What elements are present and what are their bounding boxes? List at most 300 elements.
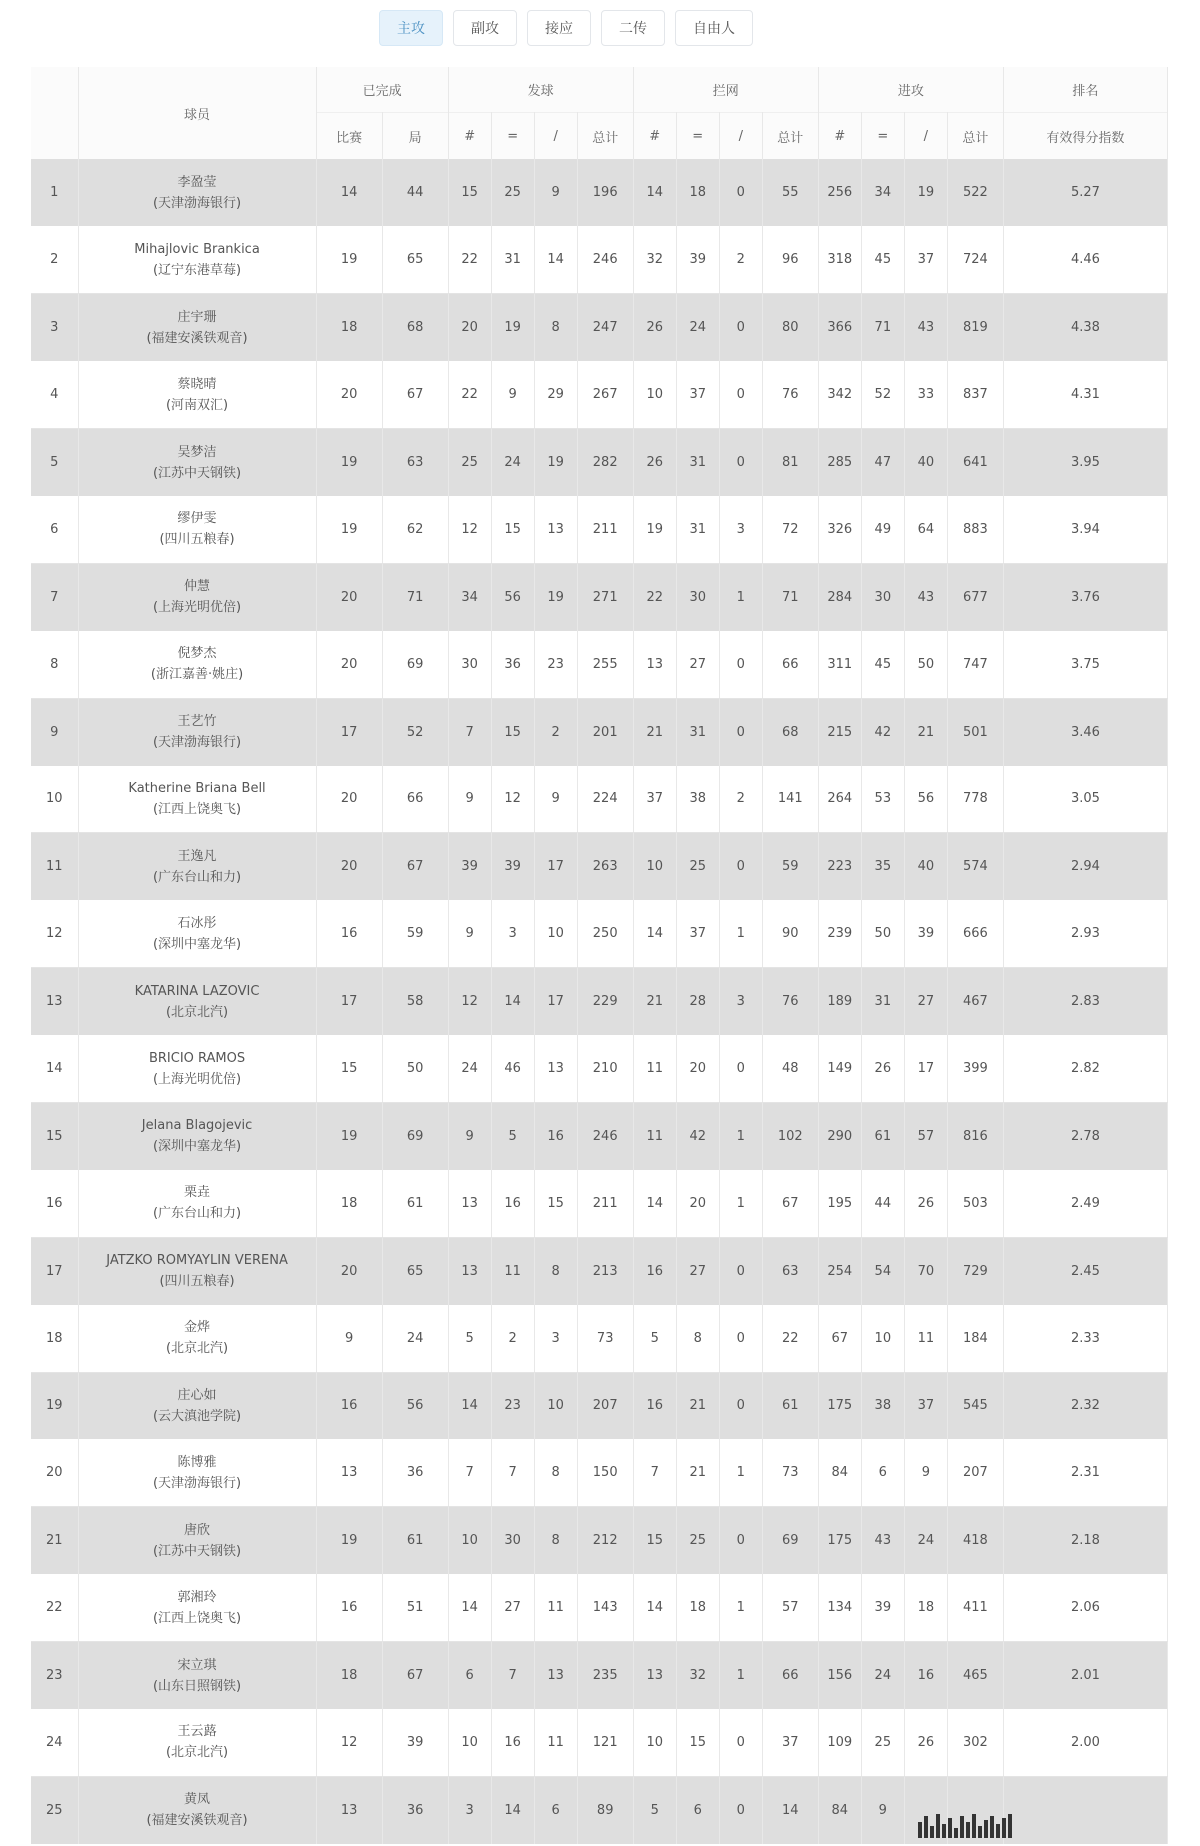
- block-eq-cell: 32: [676, 1642, 719, 1709]
- index-cell: 2.49: [1003, 1170, 1167, 1237]
- player-team: (上海光明优倍): [152, 1071, 242, 1087]
- serve-hash-cell: 13: [448, 1237, 491, 1304]
- matches-cell: 20: [316, 833, 382, 900]
- player-cell: [78, 1776, 316, 1843]
- attack-hash-cell: 84: [818, 1776, 861, 1843]
- block-hash-cell: 14: [633, 1574, 676, 1641]
- index-cell: 2.33: [1003, 1305, 1167, 1372]
- attack-slash-cell: 50: [904, 631, 947, 698]
- serve-total-cell: 201: [577, 698, 633, 765]
- attack-total-cell: 677: [947, 563, 1003, 630]
- player-team: (山东日照钢铁): [152, 1678, 242, 1694]
- player-cell: [78, 1305, 316, 1372]
- attack-total-cell: 819: [947, 294, 1003, 361]
- attack-total-header: 总计: [947, 113, 1003, 160]
- table-row: [31, 361, 1168, 428]
- matches-cell: 18: [316, 1170, 382, 1237]
- block-slash-cell: 0: [719, 631, 762, 698]
- serve-total-cell: 282: [577, 429, 633, 496]
- sets-cell: 65: [382, 1237, 448, 1304]
- block-eq-cell: 27: [676, 1237, 719, 1304]
- attack-eq-cell: 45: [861, 226, 904, 293]
- matches-cell: 16: [316, 900, 382, 967]
- player-name: Jelana Blagojevic: [141, 1118, 253, 1134]
- attack-slash-cell: 11: [904, 1305, 947, 1372]
- rank-cell: 21: [31, 1507, 78, 1574]
- block-total-cell: 55: [762, 159, 818, 226]
- index-cell: 2.82: [1003, 1035, 1167, 1102]
- player-team: (福建安溪铁观音): [146, 1813, 248, 1829]
- attack-total-cell: 522: [947, 159, 1003, 226]
- block-total-cell: 57: [762, 1574, 818, 1641]
- tab-4[interactable]: 二传: [601, 10, 665, 46]
- player-cell: [78, 294, 316, 361]
- serve-hash-cell: 12: [448, 496, 491, 563]
- matches-cell: 17: [316, 698, 382, 765]
- player-cell: [78, 496, 316, 563]
- serve-eq-header: =: [491, 113, 534, 160]
- block-slash-cell: 0: [719, 1305, 762, 1372]
- serve-hash-cell: 14: [448, 1574, 491, 1641]
- block-total-cell: 80: [762, 294, 818, 361]
- stats-table: [31, 67, 1168, 1844]
- serve-hash-cell: 3: [448, 1776, 491, 1843]
- matches-cell: 14: [316, 159, 382, 226]
- serve-total-cell: 73: [577, 1305, 633, 1372]
- block-hash-cell: 10: [633, 361, 676, 428]
- table-row: [31, 1035, 1168, 1102]
- block-eq-cell: 39: [676, 226, 719, 293]
- attack-hash-cell: 109: [818, 1709, 861, 1776]
- table-body: [31, 159, 1168, 1844]
- attack-header: 进攻: [818, 67, 1003, 113]
- sets-cell: 36: [382, 1776, 448, 1843]
- attack-slash-cell: 39: [904, 900, 947, 967]
- player-team: (深圳中塞龙华): [152, 936, 242, 952]
- serve-eq-cell: 31: [491, 226, 534, 293]
- index-cell: [1003, 1776, 1167, 1843]
- attack-hash-cell: 175: [818, 1507, 861, 1574]
- serve-total-cell: 213: [577, 1237, 633, 1304]
- serve-eq-cell: 56: [491, 563, 534, 630]
- block-total-cell: 63: [762, 1237, 818, 1304]
- serve-total-cell: 211: [577, 496, 633, 563]
- block-total-cell: 48: [762, 1035, 818, 1102]
- index-cell: 4.31: [1003, 361, 1167, 428]
- serve-total-cell: 121: [577, 1709, 633, 1776]
- block-slash-cell: 1: [719, 1170, 762, 1237]
- block-eq-cell: 6: [676, 1776, 719, 1843]
- matches-cell: 20: [316, 1237, 382, 1304]
- block-total-cell: 72: [762, 496, 818, 563]
- player-team: (天津渤海银行): [152, 195, 242, 211]
- attack-eq-cell: 45: [861, 631, 904, 698]
- block-hash-cell: 22: [633, 563, 676, 630]
- block-total-cell: 73: [762, 1439, 818, 1506]
- serve-total-cell: 271: [577, 563, 633, 630]
- player-cell: [78, 1170, 316, 1237]
- player-name: 宋立琪: [177, 1657, 217, 1673]
- serve-eq-cell: 12: [491, 766, 534, 833]
- player-name: 王艺竹: [177, 714, 217, 730]
- player-team: (江西上饶奥飞): [152, 1610, 242, 1626]
- rank-cell: 2: [31, 226, 78, 293]
- rank-cell: 6: [31, 496, 78, 563]
- player-name: 金烨: [184, 1320, 211, 1336]
- attack-hash-cell: 223: [818, 833, 861, 900]
- player-name: 仲慧: [184, 579, 211, 595]
- serve-hash-cell: 15: [448, 159, 491, 226]
- block-hash-cell: 5: [633, 1305, 676, 1372]
- serve-slash-cell: 9: [534, 766, 577, 833]
- ranking-header: 排名: [1003, 67, 1167, 113]
- index-cell: 2.94: [1003, 833, 1167, 900]
- position-tabs: [0, 10, 1166, 46]
- player-cell: [78, 1372, 316, 1439]
- block-eq-cell: 27: [676, 631, 719, 698]
- block-hash-cell: 7: [633, 1439, 676, 1506]
- serve-hash-cell: 13: [448, 1170, 491, 1237]
- attack-hash-cell: 366: [818, 294, 861, 361]
- player-cell: [78, 631, 316, 698]
- block-eq-cell: 38: [676, 766, 719, 833]
- block-hash-cell: 21: [633, 968, 676, 1035]
- matches-cell: 17: [316, 968, 382, 1035]
- block-total-cell: 102: [762, 1102, 818, 1169]
- attack-hash-cell: 149: [818, 1035, 861, 1102]
- block-total-cell: 76: [762, 968, 818, 1035]
- index-cell: 2.31: [1003, 1439, 1167, 1506]
- serve-slash-cell: 15: [534, 1170, 577, 1237]
- sets-cell: 62: [382, 496, 448, 563]
- serve-slash-cell: 13: [534, 1642, 577, 1709]
- rank-cell: 15: [31, 1102, 78, 1169]
- serve-hash-cell: 7: [448, 1439, 491, 1506]
- sets-cell: 56: [382, 1372, 448, 1439]
- block-eq-cell: 18: [676, 1574, 719, 1641]
- serve-eq-cell: 3: [491, 900, 534, 967]
- serve-slash-cell: 17: [534, 833, 577, 900]
- matches-cell: 15: [316, 1035, 382, 1102]
- block-slash-cell: 0: [719, 361, 762, 428]
- rank-cell: 11: [31, 833, 78, 900]
- serve-slash-cell: 23: [534, 631, 577, 698]
- tab-3[interactable]: 接应: [527, 10, 591, 46]
- serve-eq-cell: 2: [491, 1305, 534, 1372]
- attack-hash-cell: 311: [818, 631, 861, 698]
- serve-hash-cell: 22: [448, 361, 491, 428]
- header-group-row: [31, 67, 1168, 113]
- block-hash-cell: 13: [633, 1642, 676, 1709]
- serve-total-header: 总计: [577, 113, 633, 160]
- block-hash-cell: 15: [633, 1507, 676, 1574]
- rank-cell: 22: [31, 1574, 78, 1641]
- player-name: 吴梦洁: [177, 444, 217, 460]
- player-team: (天津渤海银行): [152, 735, 242, 751]
- block-slash-cell: 0: [719, 429, 762, 496]
- attack-slash-cell: 16: [904, 1642, 947, 1709]
- attack-total-cell: 816: [947, 1102, 1003, 1169]
- serve-eq-cell: 9: [491, 361, 534, 428]
- player-team: (河南双汇): [165, 397, 229, 413]
- attack-hash-cell: 342: [818, 361, 861, 428]
- serve-eq-cell: 16: [491, 1709, 534, 1776]
- table-row: [31, 968, 1168, 1035]
- block-total-cell: 68: [762, 698, 818, 765]
- attack-eq-cell: 42: [861, 698, 904, 765]
- serve-slash-cell: 14: [534, 226, 577, 293]
- attack-total-cell: 729: [947, 1237, 1003, 1304]
- matches-cell: 20: [316, 766, 382, 833]
- attack-hash-cell: 239: [818, 900, 861, 967]
- attack-total-cell: 666: [947, 900, 1003, 967]
- player-cell: [78, 698, 316, 765]
- serve-hash-cell: 12: [448, 968, 491, 1035]
- block-eq-cell: 28: [676, 968, 719, 1035]
- table-row: [31, 1305, 1168, 1372]
- block-slash-cell: 0: [719, 159, 762, 226]
- index-cell: 2.06: [1003, 1574, 1167, 1641]
- block-eq-cell: 42: [676, 1102, 719, 1169]
- serve-total-cell: 250: [577, 900, 633, 967]
- serve-total-cell: 224: [577, 766, 633, 833]
- serve-hash-cell: 9: [448, 1102, 491, 1169]
- serve-total-cell: 211: [577, 1170, 633, 1237]
- attack-eq-cell: 71: [861, 294, 904, 361]
- block-hash-cell: 26: [633, 429, 676, 496]
- attack-hash-cell: 318: [818, 226, 861, 293]
- block-eq-cell: 20: [676, 1170, 719, 1237]
- serve-total-cell: 267: [577, 361, 633, 428]
- serve-slash-cell: 29: [534, 361, 577, 428]
- block-total-header: 总计: [762, 113, 818, 160]
- index-cell: 3.46: [1003, 698, 1167, 765]
- rank-cell: 5: [31, 429, 78, 496]
- serve-total-cell: 246: [577, 226, 633, 293]
- attack-total-cell: 184: [947, 1305, 1003, 1372]
- serve-hash-cell: 9: [448, 900, 491, 967]
- table-row: [31, 833, 1168, 900]
- index-cell: 2.45: [1003, 1237, 1167, 1304]
- tab-5[interactable]: 自由人: [675, 10, 753, 46]
- block-hash-cell: 10: [633, 1709, 676, 1776]
- block-eq-cell: 8: [676, 1305, 719, 1372]
- attack-eq-cell: 38: [861, 1372, 904, 1439]
- player-team: (江苏中天钢铁): [152, 1543, 242, 1559]
- attack-total-cell: 545: [947, 1372, 1003, 1439]
- serve-hash-cell: 20: [448, 294, 491, 361]
- rank-cell: 25: [31, 1776, 78, 1843]
- sets-cell: 36: [382, 1439, 448, 1506]
- block-slash-cell: 3: [719, 496, 762, 563]
- sets-cell: 69: [382, 631, 448, 698]
- player-cell: [78, 900, 316, 967]
- attack-hash-cell: 285: [818, 429, 861, 496]
- player-team: (北京北汽): [165, 1341, 229, 1357]
- block-total-cell: 67: [762, 1170, 818, 1237]
- player-cell: [78, 226, 316, 293]
- player-cell: [78, 833, 316, 900]
- watermark-logo: [918, 1814, 1012, 1838]
- serve-hash-cell: 34: [448, 563, 491, 630]
- table-row: [31, 1642, 1168, 1709]
- block-total-cell: 76: [762, 361, 818, 428]
- sets-cell: 39: [382, 1709, 448, 1776]
- block-total-cell: 71: [762, 563, 818, 630]
- index-cell: 2.83: [1003, 968, 1167, 1035]
- index-cell: 2.93: [1003, 900, 1167, 967]
- player-team: (广东台山和力): [152, 869, 242, 885]
- matches-cell: 16: [316, 1574, 382, 1641]
- table-row: [31, 698, 1168, 765]
- block-hash-cell: 14: [633, 900, 676, 967]
- attack-slash-cell: 24: [904, 1507, 947, 1574]
- block-slash-cell: 1: [719, 1574, 762, 1641]
- attack-eq-cell: 34: [861, 159, 904, 226]
- rank-cell: 13: [31, 968, 78, 1035]
- attack-eq-cell: 30: [861, 563, 904, 630]
- block-slash-cell: 1: [719, 900, 762, 967]
- matches-cell: 20: [316, 631, 382, 698]
- player-cell: [78, 1237, 316, 1304]
- block-hash-cell: 37: [633, 766, 676, 833]
- rank-cell: 8: [31, 631, 78, 698]
- serve-hash-cell: 7: [448, 698, 491, 765]
- player-name: 郭湘玲: [177, 1589, 217, 1605]
- attack-total-cell: 207: [947, 1439, 1003, 1506]
- tab-2[interactable]: 副攻: [453, 10, 517, 46]
- serve-slash-header: /: [534, 113, 577, 160]
- completed-header: 已完成: [316, 67, 448, 113]
- matches-header: 比赛: [316, 113, 382, 160]
- block-eq-cell: 20: [676, 1035, 719, 1102]
- serve-slash-cell: 8: [534, 1507, 577, 1574]
- sets-cell: 63: [382, 429, 448, 496]
- block-eq-cell: 31: [676, 698, 719, 765]
- player-name: Katherine Briana Bell: [128, 780, 266, 796]
- sets-cell: 67: [382, 1642, 448, 1709]
- serve-slash-cell: 9: [534, 159, 577, 226]
- sets-cell: 24: [382, 1305, 448, 1372]
- attack-total-cell: 724: [947, 226, 1003, 293]
- serve-eq-cell: 14: [491, 1776, 534, 1843]
- attack-slash-cell: 26: [904, 1170, 947, 1237]
- index-cell: 4.46: [1003, 226, 1167, 293]
- serve-slash-cell: 13: [534, 496, 577, 563]
- serve-total-cell: 247: [577, 294, 633, 361]
- sets-cell: 61: [382, 1170, 448, 1237]
- block-slash-cell: 0: [719, 1237, 762, 1304]
- serve-slash-cell: 3: [534, 1305, 577, 1372]
- block-eq-header: =: [676, 113, 719, 160]
- attack-slash-cell: 21: [904, 698, 947, 765]
- sets-cell: 51: [382, 1574, 448, 1641]
- block-hash-cell: 11: [633, 1035, 676, 1102]
- serve-hash-cell: 22: [448, 226, 491, 293]
- block-total-cell: 81: [762, 429, 818, 496]
- index-cell: 2.78: [1003, 1102, 1167, 1169]
- block-hash-cell: 11: [633, 1102, 676, 1169]
- block-hash-cell: 16: [633, 1237, 676, 1304]
- sets-cell: 61: [382, 1507, 448, 1574]
- player-team: (天津渤海银行): [152, 1475, 242, 1491]
- block-total-cell: 22: [762, 1305, 818, 1372]
- index-cell: 2.00: [1003, 1709, 1167, 1776]
- matches-cell: 19: [316, 429, 382, 496]
- serve-slash-cell: 11: [534, 1574, 577, 1641]
- attack-slash-cell: 40: [904, 429, 947, 496]
- attack-hash-cell: 215: [818, 698, 861, 765]
- table-row: [31, 766, 1168, 833]
- attack-eq-cell: 26: [861, 1035, 904, 1102]
- serve-eq-cell: 46: [491, 1035, 534, 1102]
- attack-slash-cell: 43: [904, 294, 947, 361]
- player-team: (江西上饶奥飞): [152, 801, 242, 817]
- block-total-cell: 61: [762, 1372, 818, 1439]
- tab-1[interactable]: 主攻: [379, 10, 443, 46]
- block-slash-cell: 1: [719, 1642, 762, 1709]
- block-total-cell: 66: [762, 1642, 818, 1709]
- attack-hash-cell: 254: [818, 1237, 861, 1304]
- serve-total-cell: 263: [577, 833, 633, 900]
- rank-cell: 20: [31, 1439, 78, 1506]
- block-eq-cell: 15: [676, 1709, 719, 1776]
- serve-total-cell: 207: [577, 1372, 633, 1439]
- attack-hash-cell: 326: [818, 496, 861, 563]
- attack-eq-cell: 53: [861, 766, 904, 833]
- rank-cell: 18: [31, 1305, 78, 1372]
- attack-slash-cell: 17: [904, 1035, 947, 1102]
- block-slash-cell: 0: [719, 1507, 762, 1574]
- block-slash-cell: 2: [719, 766, 762, 833]
- serve-hash-cell: 5: [448, 1305, 491, 1372]
- block-total-cell: 141: [762, 766, 818, 833]
- attack-slash-cell: 18: [904, 1574, 947, 1641]
- sets-cell: 68: [382, 294, 448, 361]
- player-name: 陈博雅: [177, 1454, 217, 1470]
- block-slash-cell: 0: [719, 1709, 762, 1776]
- serve-eq-cell: 7: [491, 1642, 534, 1709]
- table-row: [31, 1507, 1168, 1574]
- player-name: 黄凤: [184, 1792, 211, 1808]
- player-header: 球员: [78, 67, 316, 159]
- block-hash-cell: 26: [633, 294, 676, 361]
- attack-total-cell: 883: [947, 496, 1003, 563]
- matches-cell: 9: [316, 1305, 382, 1372]
- serve-total-cell: 212: [577, 1507, 633, 1574]
- matches-cell: 19: [316, 226, 382, 293]
- player-cell: [78, 1642, 316, 1709]
- attack-eq-cell: 24: [861, 1642, 904, 1709]
- sets-header: 局: [382, 113, 448, 160]
- attack-hash-cell: 189: [818, 968, 861, 1035]
- block-hash-cell: 21: [633, 698, 676, 765]
- rank-cell: 14: [31, 1035, 78, 1102]
- table-row: [31, 159, 1168, 226]
- attack-eq-cell: 43: [861, 1507, 904, 1574]
- block-slash-cell: 0: [719, 698, 762, 765]
- table-row: [31, 1170, 1168, 1237]
- block-eq-cell: 21: [676, 1372, 719, 1439]
- serve-slash-cell: 19: [534, 563, 577, 630]
- attack-hash-header: #: [818, 113, 861, 160]
- serve-eq-cell: 5: [491, 1102, 534, 1169]
- player-team: (广东台山和力): [152, 1206, 242, 1222]
- block-slash-cell: 3: [719, 968, 762, 1035]
- attack-slash-cell: 19: [904, 159, 947, 226]
- player-cell: [78, 1102, 316, 1169]
- index-cell: 3.05: [1003, 766, 1167, 833]
